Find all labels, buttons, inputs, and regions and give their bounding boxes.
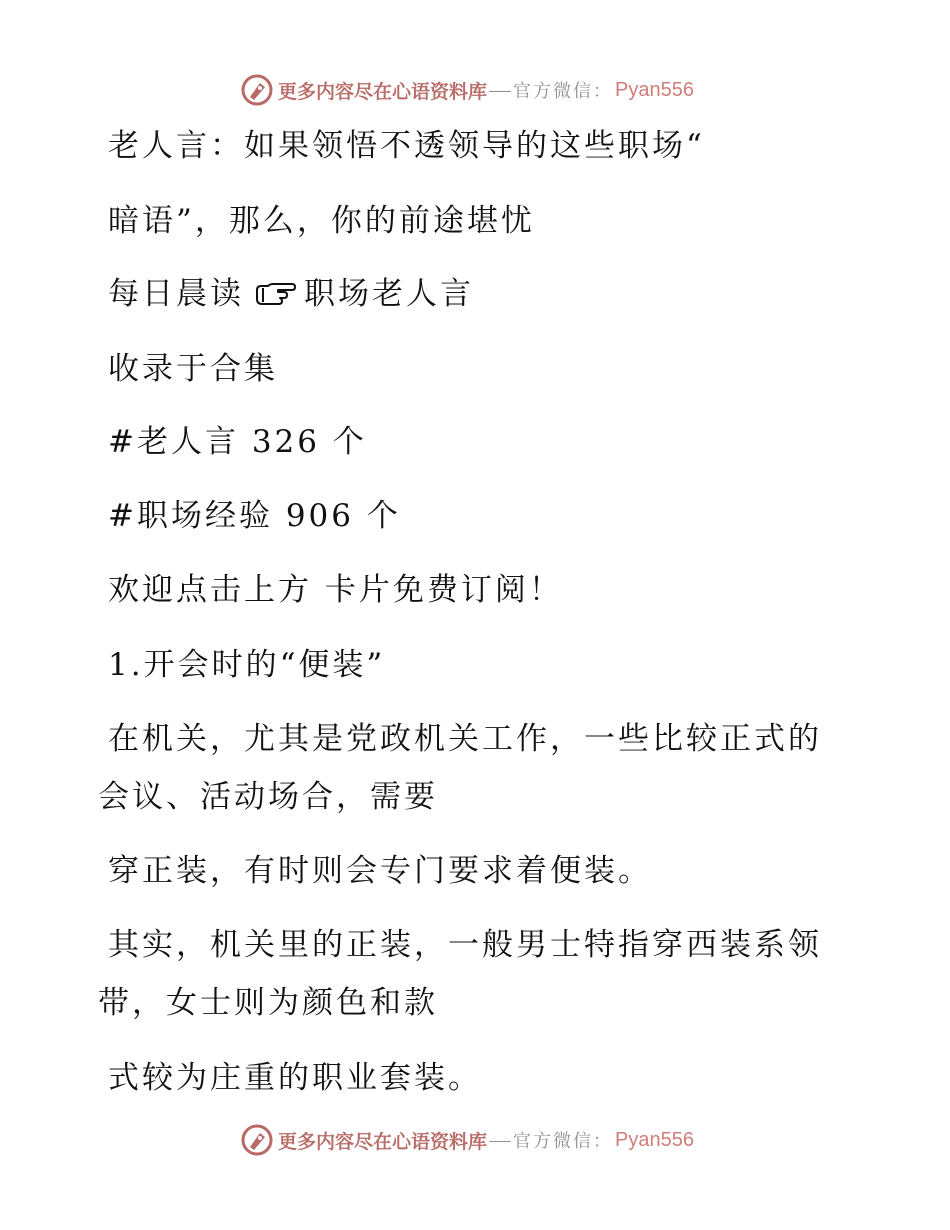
section-1-heading: 1.开会时的“便装” [108, 647, 386, 683]
tag-workplace-experience[interactable]: #职场经验 906 个 [108, 498, 401, 534]
pointing-hand-icon [254, 282, 296, 306]
banner-main-text: 更多内容尽在心语资料库 [278, 80, 488, 103]
header-banner [0, 70, 950, 110]
banner-wechat-id: Pyan556 [615, 1128, 694, 1151]
title-line-1: 老人言：如果领悟不透领导的这些职场“ [108, 128, 705, 164]
collection-label: 收录于合集 [108, 351, 278, 387]
banner-wechat-label: 官方微信： [513, 81, 614, 102]
paragraph-4: 式较为庄重的职业套装。 [108, 1060, 482, 1096]
tag-old-sayings[interactable]: #老人言 326 个 [108, 424, 367, 460]
column-line [108, 276, 474, 312]
banner-dash [489, 91, 511, 92]
paragraph-2: 穿正装，有时则会专门要求着便装。 [108, 853, 652, 889]
paragraph-3-line-2: 带，女士则为颜色和款 [98, 985, 438, 1021]
banner-main-text: 更多内容尽在心语资料库 [278, 1130, 488, 1153]
banner-content [240, 1123, 694, 1157]
paragraph-1-line-1: 在机关，尤其是党政机关工作，一些比较正式的 [108, 721, 822, 757]
column-name: 职场老人言 [304, 276, 474, 312]
banner-content [240, 73, 694, 107]
footer-banner [0, 1120, 950, 1160]
pen-nib-logo-icon [240, 1123, 274, 1157]
title-line-2: 暗语”，那么，你的前途堪忧 [108, 203, 535, 239]
banner-wechat-id: Pyan556 [615, 78, 694, 101]
column-prefix: 每日晨读 [108, 276, 244, 312]
pen-nib-logo-icon [240, 73, 274, 107]
banner-dash [489, 1141, 511, 1142]
paragraph-1-line-2: 会议、活动场合，需要 [98, 779, 438, 815]
paragraph-3-line-1: 其实，机关里的正装，一般男士特指穿西装系领 [108, 927, 822, 963]
subscribe-prompt: 欢迎点击上方 卡片免费订阅！ [108, 572, 563, 608]
banner-wechat-label: 官方微信： [513, 1131, 614, 1152]
